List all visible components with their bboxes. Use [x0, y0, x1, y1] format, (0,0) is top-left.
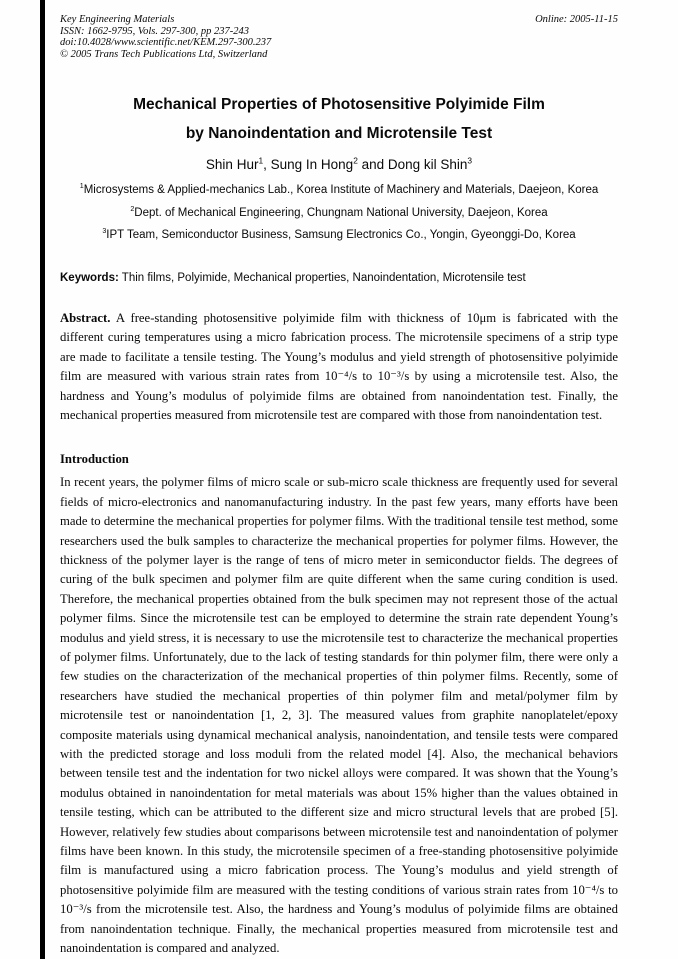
- author-sup-2: 2: [353, 155, 358, 166]
- author-separator-2: and: [357, 157, 388, 173]
- keywords-line: [60, 272, 618, 284]
- affiliation-3: [60, 228, 618, 243]
- affiliation-1: [60, 183, 618, 198]
- keywords-text: Thin films, Polyimide, Mechanical properties, Nanoindentation, Microtensile test: [121, 271, 526, 284]
- page-content: [60, 14, 618, 958]
- paper-title-line-1: Mechanical Properties of Photosensitive Polyimide Film: [133, 96, 545, 114]
- affiliation-2-sup: 2: [130, 205, 135, 214]
- journal-header: [60, 14, 618, 60]
- keywords-label: Keywords:: [60, 271, 119, 284]
- journal-doi-line: doi:10.4028/www.scientific.net/KEM.297-300.237: [60, 37, 272, 49]
- section-heading-introduction: Introduction: [60, 452, 129, 467]
- author-name-2: Sung In Hong: [270, 157, 354, 173]
- journal-issn-line: ISSN: 1662-9795, Vols. 297-300, pp 237-243: [60, 25, 249, 37]
- author-separator-1: ,: [263, 157, 271, 173]
- page-left-border: [40, 0, 45, 959]
- affiliation-3-text: IPT Team, Semiconductor Business, Samsung Electronics Co., Yongin, Gyeonggi-Do, Korea: [106, 229, 576, 242]
- authors-line: [60, 157, 618, 172]
- affiliation-2-text: Dept. of Mechanical Engineering, Chungnam National University, Daejeon, Korea: [134, 206, 548, 219]
- author-sup-1: 1: [258, 155, 264, 166]
- author-name-3: Dong kil Shin: [387, 157, 468, 173]
- affiliation-1-sup: 1: [79, 182, 84, 191]
- journal-title: Key Engineering Materials: [60, 14, 175, 25]
- journal-copyright-line: © 2005 Trans Tech Publications Ltd, Switzerland: [60, 48, 268, 60]
- online-date: Online: 2005-11-15: [535, 14, 618, 25]
- affiliation-2: [60, 206, 618, 221]
- abstract-text: A free-standing photosensitive polyimide film with thickness of 10μm is fabricated with the different curing temperatures using a micro fabrication process. The microtensile specimens of a strip type are made to facilitate a tensile testing. The Young’s modulus and yield strength of photosensitive polyimide film are measured with various strain rates from 10⁻⁴/s to 10⁻³/s by using a microtensile test. Also, the hardness and Young’s modulus of polyimide films are obtained from nanoindentation test. Finally, the mechanical properties measured from microtensile test are compared with those from nanoindentation test.: [60, 310, 618, 422]
- author-name-1: Shin Hur: [205, 157, 259, 173]
- introduction-body: In recent years, the polymer films of micro scale or sub-micro scale thickness are frequently used for several fields of micro-electronics and nanomanufacturing industry. In the past few years, many efforts have been made to determine the mechanical properties for polymer films. With the traditional tensile test method, some researchers used the bulk samples to characterize the mechanical properties for polymer films. However, the thickness of the polymer layer is the range of tens of micro meter in semiconductor fields. The degrees of curing of the bulk specimen and polymer film are quite different when the same curing condition is used. Therefore, the mechanical properties obtained from the bulk specimen may not represent those of the actual polymer films. Since the microtensile test can be employed to determine the strain rate dependent Young’s modulus and yield stress, it is necessary to use the microtensile test to characterize the mechanical properties of polymer films. Unfortunately, due to the lack of testing standards for thin polymer film, there were only a few studies on the characterization of the mechanical properties of thin polymer films. Recently, some of researchers have studied the mechanical properties of thin polymer film and metal/polymer film by microtensile test or nanoindentation [1, 2, 3]. The measured values from graphite nanoplatelet/epoxy composite materials using dynamical mechanical analysis, nanoindentation, and tensile tests were compared with the predicted storage and loss moduli from the related model [4]. Also, the mechanical behaviors between tensile test and the indentation for two nickel alloys were compared. It was shown that the Young’s modulus obtained in nanoindentation for metal materials was about 15% higher than the values obtained in tensile testing, which can be attributed to the different size and micro structural levels that are probed [5]. However, relatively few studies about comparisons between microtensile test and nanoindentation of polymer films have been known. In this study, the microtensile specimen of a free-standing photosensitive polyimide film is manufactured using a micro fabrication process. The Young’s modulus and yield strength of photosensitive polyimide film are measured with the testing conditions of various strain rates from 10⁻⁴/s to 10⁻³/s from the microtensile test. Also, the hardness and Young’s modulus of polyimide films are obtained from nanoindentation technique. Finally, the mechanical properties measured from microtensile test and nanoindentation is compared and analyzed.: [60, 475, 618, 956]
- affiliations-block: [60, 183, 618, 243]
- journal-header-left: [60, 14, 271, 60]
- abstract-label: Abstract.: [60, 310, 111, 325]
- paper-title-line-2: by Nanoindentation and Microtensile Test: [185, 125, 493, 143]
- affiliation-1-text: Microsystems & Applied-mechanics Lab., Korea Institute of Machinery and Materials, Daejeon, Korea: [83, 184, 599, 197]
- author-sup-3: 3: [467, 155, 473, 166]
- affiliation-3-sup: 3: [102, 227, 107, 236]
- abstract-paragraph: [60, 309, 618, 425]
- paper-title: [60, 90, 618, 148]
